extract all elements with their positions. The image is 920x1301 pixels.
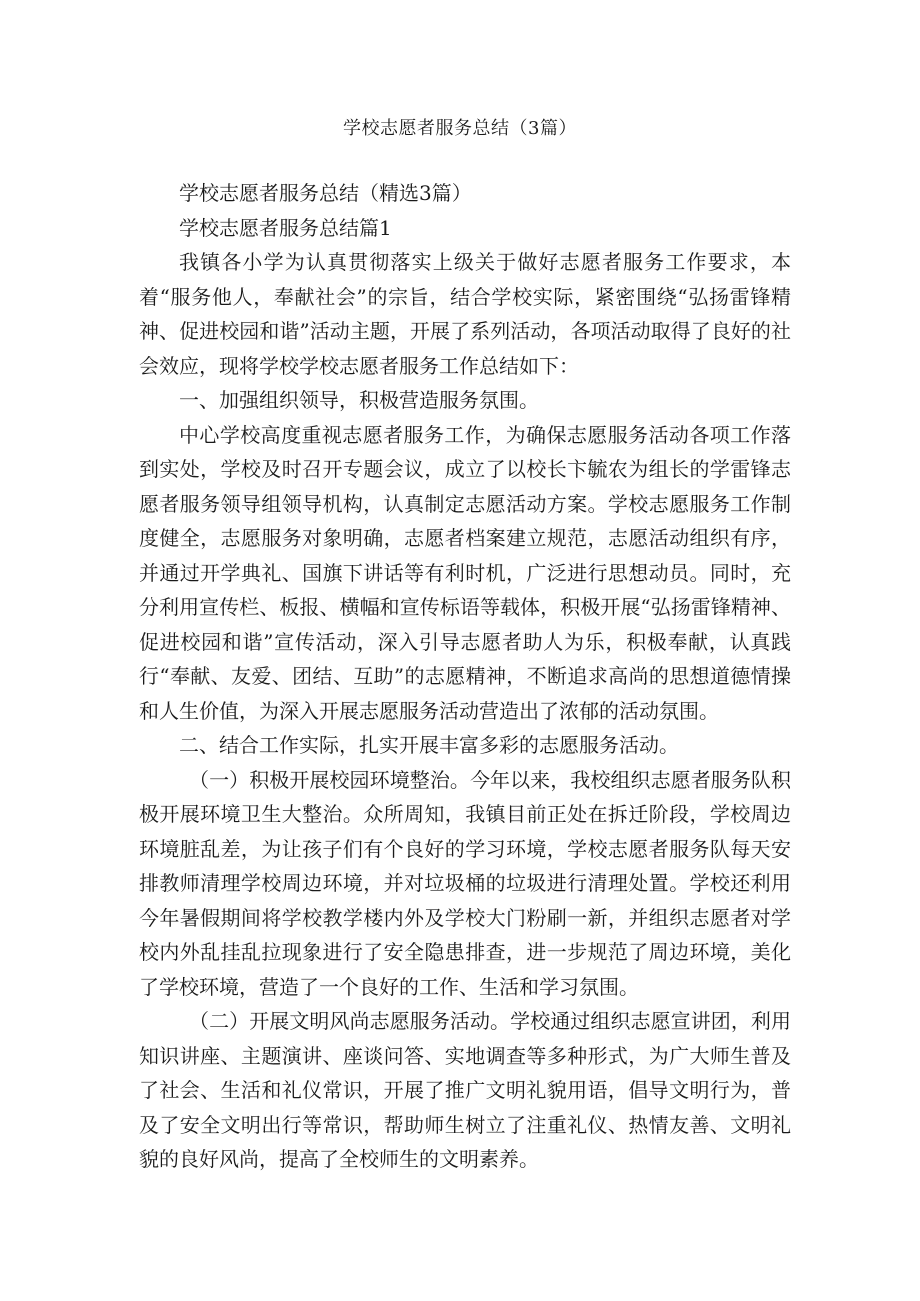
body-paragraph: 我镇各小学为认真贯彻落实上级关于做好志愿者服务工作要求，本着“服务他人，奉献社会”的宗旨，结合学校实际，紧密围绕“弘扬雷锋精神、促进校园和谐”活动主题，开展了系列活动，各项活动取得了良好的社会效应，现将学校学校志愿者服务工作总结如下： (139, 250, 791, 378)
body-paragraph: （二）开展文明风尚志愿服务活动。学校通过组织志愿宣讲团，利用知识讲座、主题演讲、座谈问答、实地调查等多种形式，为广大师生普及了社会、生活和礼仪常识，开展了推广文明礼貌用语，倡导文明行为，普及了安全文明出行等常识，帮助师生树立了注重礼仪、热情友善、文明礼貌的良好风尚，提高了全校师生的文明素养。 (139, 1009, 791, 1171)
section-heading: 一、加强组织领导，积极营造服务氛围。 (179, 388, 539, 412)
body-paragraph: （一）积极开展校园环境整治。今年以来，我校组织志愿者服务队积极开展环境卫生大整治。众所周知，我镇目前正处在拆迁阶段，学校周边环境脏乱差，为让孩子们有个良好的学习环境，学校志愿者服务队每天安排教师清理学校周边环境，并对垃圾桶的垃圾进行清理处置。学校还利用今年暑假期间将学校教学楼内外及学校大门粉刷一新，并组织志愿者对学校内外乱挂乱拉现象进行了安全隐患排查，进一步规范了周边环境，美化了学校环境，营造了一个良好的工作、生活和学习氛围。 (139, 767, 791, 999)
section-heading: 二、结合工作实际，扎实开展丰富多彩的志愿服务活动。 (179, 733, 679, 757)
section-heading: 学校志愿者服务总结篇1 (179, 215, 392, 240)
body-paragraph: 中心学校高度重视志愿者服务工作，为确保志愿服务活动各项工作落到实处，学校及时召开专题会议，成立了以校长卞毓农为组长的学雷锋志愿者服务领导组领导机构，认真制定志愿活动方案。学校志愿服务工作制度健全，志愿服务对象明确，志愿者档案建立规范，志愿活动组织有序，并通过开学典礼、国旗下讲话等有利时机，广泛进行思想动员。同时，充分利用宣传栏、板报、横幅和宣传标语等载体，积极开展“弘扬雷锋精神、促进校园和谐”宣传活动，深入引导志愿者助人为乐，积极奉献，认真践行“奉献、友爱、团结、互助”的志愿精神，不断追求高尚的思想道德情操和人生价值，为深入开展志愿服务活动营造出了浓郁的活动氛围。 (139, 422, 791, 723)
document-body (139, 176, 791, 1177)
subtitle-paragraph: 学校志愿者服务总结（精选3篇） (179, 181, 472, 205)
document-title: 学校志愿者服务总结（3篇） (343, 118, 577, 139)
